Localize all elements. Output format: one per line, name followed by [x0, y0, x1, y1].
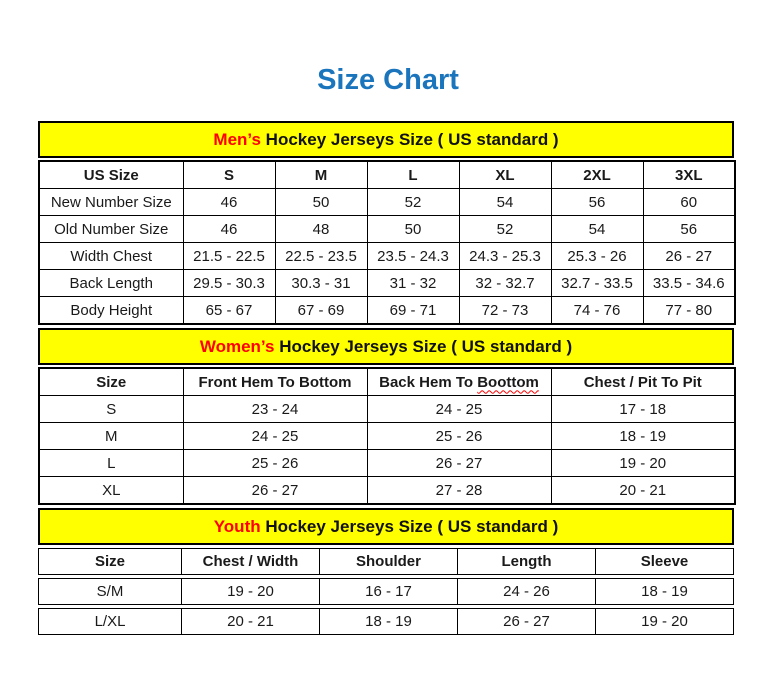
value-cell: 29.5 - 30.3: [183, 270, 275, 297]
womens-column-header-row: [39, 368, 735, 396]
mens-section-header: [38, 121, 734, 158]
youth-section-header: [38, 508, 734, 545]
value-cell: 17 - 18: [551, 396, 735, 423]
row-label-cell: XL: [39, 477, 183, 505]
value-cell: 31 - 32: [367, 270, 459, 297]
row-label-cell: S: [39, 396, 183, 423]
mens-section-title: Hockey Jerseys Size ( US standard ): [260, 130, 559, 149]
column-header-cell: 2XL: [551, 161, 643, 189]
value-cell: 65 - 67: [183, 297, 275, 325]
table-row: [39, 423, 735, 450]
column-header-cell: Front Hem To Bottom: [183, 368, 367, 396]
row-label-cell: L: [39, 450, 183, 477]
column-header-cell: M: [275, 161, 367, 189]
table-row: [39, 450, 735, 477]
table-row: [38, 578, 734, 605]
value-cell: 72 - 73: [459, 297, 551, 325]
womens-section-header: [38, 328, 734, 365]
value-cell: 26 - 27: [458, 608, 596, 635]
value-cell: 33.5 - 34.6: [643, 270, 735, 297]
value-cell: 19 - 20: [182, 578, 320, 605]
value-cell: 27 - 28: [367, 477, 551, 505]
column-header-cell: S: [183, 161, 275, 189]
misspelled-word: Boottom: [477, 373, 539, 391]
column-header-cell: Chest / Width: [182, 548, 320, 575]
value-cell: 25.3 - 26: [551, 243, 643, 270]
womens-section-title: Hockey Jerseys Size ( US standard ): [274, 337, 573, 356]
value-cell: 56: [551, 189, 643, 216]
youth-section-highlight: Youth: [213, 517, 261, 536]
youth-column-header-row: [38, 548, 734, 575]
value-cell: 26 - 27: [643, 243, 735, 270]
value-cell: 32.7 - 33.5: [551, 270, 643, 297]
table-row: [39, 270, 735, 297]
row-label-cell: L/XL: [38, 608, 182, 635]
column-header-text: Back Hem To: [379, 373, 478, 391]
row-label-cell: New Number Size: [39, 189, 183, 216]
value-cell: 54: [551, 216, 643, 243]
mens-section-highlight: Men’s: [213, 130, 261, 149]
size-chart-content: [38, 121, 734, 638]
value-cell: 24.3 - 25.3: [459, 243, 551, 270]
value-cell: 50: [275, 189, 367, 216]
value-cell: 20 - 21: [182, 608, 320, 635]
value-cell: 25 - 26: [183, 450, 367, 477]
mens-size-table: [38, 160, 736, 325]
youth-section-title: Hockey Jerseys Size ( US standard ): [260, 517, 559, 536]
column-header-cell: Size: [38, 548, 182, 575]
value-cell: 23.5 - 24.3: [367, 243, 459, 270]
column-header-cell: L: [367, 161, 459, 189]
column-header-cell: US Size: [39, 161, 183, 189]
value-cell: 77 - 80: [643, 297, 735, 325]
value-cell: 26 - 27: [367, 450, 551, 477]
column-header-cell: 3XL: [643, 161, 735, 189]
value-cell: 18 - 19: [596, 578, 734, 605]
table-row: [39, 396, 735, 423]
value-cell: 52: [367, 189, 459, 216]
value-cell: 54: [459, 189, 551, 216]
mens-column-header-row: [39, 161, 735, 189]
column-header-cell: Chest / Pit To Pit: [551, 368, 735, 396]
value-cell: 16 - 17: [320, 578, 458, 605]
value-cell: 60: [643, 189, 735, 216]
table-row: [39, 243, 735, 270]
column-header-cell: XL: [459, 161, 551, 189]
table-row: [39, 477, 735, 505]
value-cell: 74 - 76: [551, 297, 643, 325]
value-cell: 20 - 21: [551, 477, 735, 505]
womens-size-table: [38, 367, 736, 505]
table-row: [39, 189, 735, 216]
value-cell: 19 - 20: [551, 450, 735, 477]
column-header-cell: [367, 368, 551, 396]
value-cell: 52: [459, 216, 551, 243]
value-cell: 18 - 19: [551, 423, 735, 450]
row-label-cell: Old Number Size: [39, 216, 183, 243]
table-row: [39, 216, 735, 243]
value-cell: 32 - 32.7: [459, 270, 551, 297]
value-cell: 50: [367, 216, 459, 243]
column-header-cell: Size: [39, 368, 183, 396]
value-cell: 69 - 71: [367, 297, 459, 325]
page-title: Size Chart: [317, 64, 459, 96]
value-cell: 56: [643, 216, 735, 243]
value-cell: 19 - 20: [596, 608, 734, 635]
value-cell: 26 - 27: [183, 477, 367, 505]
value-cell: 24 - 26: [458, 578, 596, 605]
row-label-cell: Back Length: [39, 270, 183, 297]
value-cell: 21.5 - 22.5: [183, 243, 275, 270]
column-header-cell: Sleeve: [596, 548, 734, 575]
row-label-cell: Body Height: [39, 297, 183, 325]
value-cell: 18 - 19: [320, 608, 458, 635]
value-cell: 48: [275, 216, 367, 243]
row-label-cell: S/M: [38, 578, 182, 605]
column-header-cell: Shoulder: [320, 548, 458, 575]
value-cell: 23 - 24: [183, 396, 367, 423]
value-cell: 46: [183, 216, 275, 243]
value-cell: 30.3 - 31: [275, 270, 367, 297]
row-label-cell: Width Chest: [39, 243, 183, 270]
value-cell: 24 - 25: [183, 423, 367, 450]
value-cell: 46: [183, 189, 275, 216]
table-row: [39, 297, 735, 325]
value-cell: 22.5 - 23.5: [275, 243, 367, 270]
womens-section-highlight: Women’s: [199, 337, 275, 356]
value-cell: 67 - 69: [275, 297, 367, 325]
column-header-cell: Length: [458, 548, 596, 575]
table-row: [38, 608, 734, 635]
youth-size-table: [38, 545, 734, 638]
value-cell: 24 - 25: [367, 396, 551, 423]
value-cell: 25 - 26: [367, 423, 551, 450]
row-label-cell: M: [39, 423, 183, 450]
